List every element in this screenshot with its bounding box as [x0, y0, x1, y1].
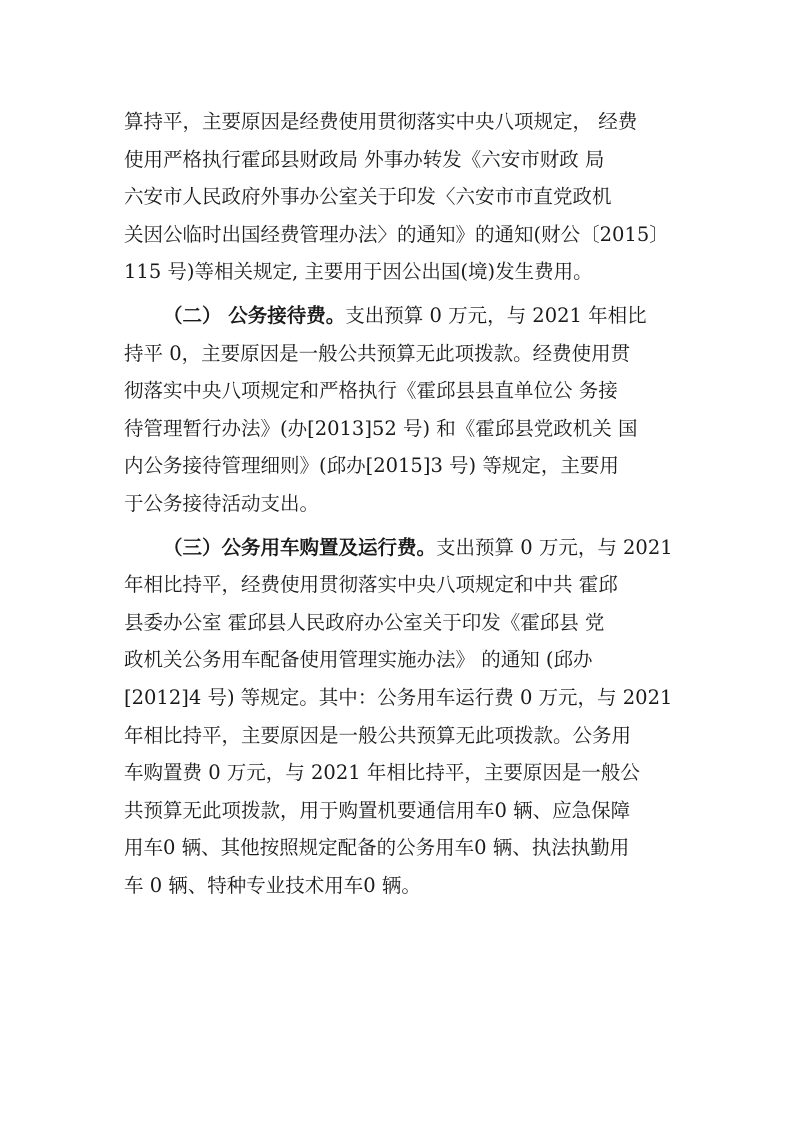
line-text: 六安市人民政府外事办公室关于印发〈六安市市直党政机 — [124, 185, 612, 209]
line-text: 关因公临时出国经费管理办法〉的通知》的通知(财公〔2015〕 — [124, 222, 669, 246]
paragraph-3 — [124, 529, 680, 905]
text-line — [124, 485, 680, 523]
text-line — [124, 792, 680, 830]
text-line — [124, 529, 680, 567]
line-text: 彻落实中央八项规定和严格执行《霍邱县县直单位公 务接 — [124, 379, 618, 403]
line-text: 年相比持平，经费使用贯彻落实中央八项规定和中共 霍邱 — [124, 573, 618, 597]
text-line — [124, 410, 680, 448]
line-text: 算持平，主要原因是经费使用贯彻落实中央八项规定， 经费 — [124, 110, 638, 133]
line-text: 车购置费 0 万元，与 2021 年相比持平，主要原因是一般公 — [124, 761, 640, 785]
line-text: 县委办公室 霍邱县人民政府办公室关于印发《霍邱县 党 — [124, 610, 605, 634]
text-line — [124, 717, 680, 755]
line-text: 年相比持平，主要原因是一般公共预算无此项拨款。公务用 — [124, 723, 632, 747]
section-heading: （三）公务用车购置及运行费。 — [163, 535, 437, 559]
section-heading: （二） 公务接待费。 — [163, 303, 346, 327]
line-text: 持平 0，主要原因是一般公共预算无此项拨款。经费使用贯 — [124, 341, 631, 365]
text-line — [124, 829, 680, 867]
text-line — [124, 178, 680, 216]
text-line — [124, 141, 680, 179]
text-line — [124, 216, 680, 254]
text-line — [124, 641, 680, 679]
line-text: 待管理暂行办法》(办[2013]52 号) 和《霍邱县党政机关 国 — [124, 416, 638, 440]
text-line — [124, 604, 680, 642]
text-line — [124, 297, 680, 335]
line-text: 115 号)等相关规定, 主要用于因公出国(境)发生费用。 — [124, 260, 593, 284]
line-text: 用车0 辆、其他按照规定配备的公务用车0 辆、执法执勤用 — [124, 836, 630, 860]
document-body — [124, 103, 680, 904]
text-line — [124, 754, 680, 792]
line-text: 支出预算 0 万元，与 2021 年相比 — [345, 303, 647, 327]
line-text: 车 0 辆、特种专业技术用车0 辆。 — [124, 873, 421, 897]
text-line — [124, 679, 680, 717]
paragraph-1 — [124, 103, 680, 291]
text-line — [124, 447, 680, 485]
line-text: 内公务接待管理细则》(邱办[2015]3 号) 等规定，主要用 — [124, 454, 619, 478]
text-line — [124, 253, 680, 291]
line-text: [2012]4 号) 等规定。其中：公务用车运行费 0 万元，与 2021 — [124, 685, 673, 709]
line-text: 使用严格执行霍邱县财政局 外事办转发《六安市财政 局 — [124, 147, 605, 171]
line-text: 支出预算 0 万元，与 2021 — [436, 535, 673, 559]
text-line — [124, 867, 680, 905]
text-line — [124, 566, 680, 604]
text-line — [124, 335, 680, 373]
line-text: 政机关公务用车配备使用管理实施办法》 的通知 (邱办 — [124, 648, 593, 672]
text-line — [124, 372, 680, 410]
line-text: 共预算无此项拨款，用于购置机要通信用车0 辆、应急保障 — [124, 798, 631, 822]
paragraph-2 — [124, 297, 680, 523]
text-line — [124, 103, 680, 141]
line-text: 于公务接待活动支出。 — [124, 491, 320, 515]
